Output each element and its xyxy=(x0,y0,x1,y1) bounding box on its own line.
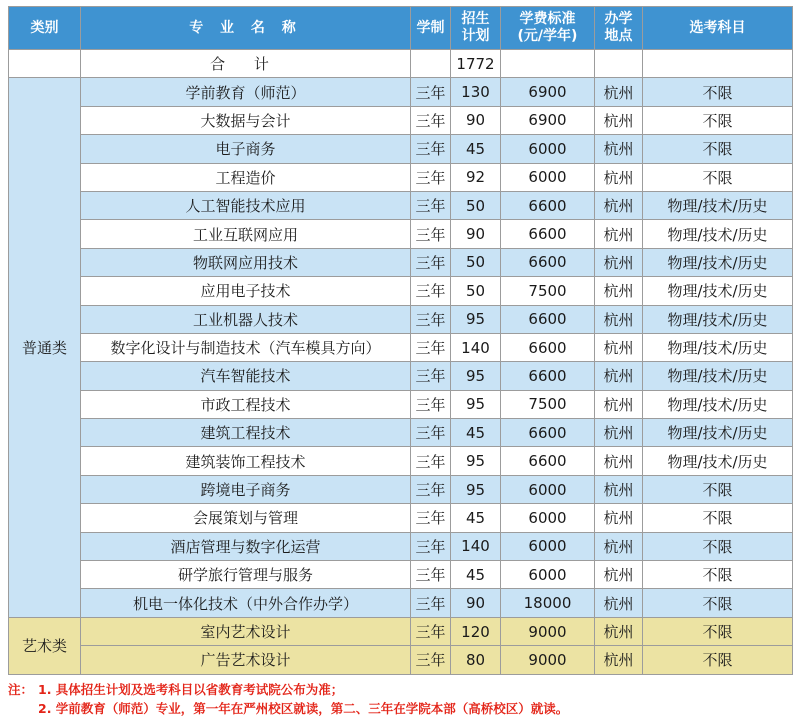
location-cell: 杭州 xyxy=(595,135,643,163)
duration-cell: 三年 xyxy=(411,277,451,305)
fee-cell: 6600 xyxy=(501,191,595,219)
table-row xyxy=(9,78,793,106)
subjects-cell: 不限 xyxy=(643,532,793,560)
header-plan-line2: 计划 xyxy=(461,28,490,44)
footnote-1-text: 1. 具体招生计划及选考科目以省教育考试院公布为准； xyxy=(38,682,344,697)
header-plan xyxy=(451,7,501,50)
category-cell: 艺术类 xyxy=(9,617,81,674)
major-cell: 应用电子技术 xyxy=(81,277,411,305)
duration-cell: 三年 xyxy=(411,333,451,361)
major-cell: 室内艺术设计 xyxy=(81,617,411,645)
header-location xyxy=(595,7,643,50)
table-header-row xyxy=(9,7,793,50)
plan-cell: 95 xyxy=(451,362,501,390)
fee-cell: 6600 xyxy=(501,419,595,447)
fee-cell: 6000 xyxy=(501,504,595,532)
fee-cell: 9000 xyxy=(501,617,595,645)
location-cell: 杭州 xyxy=(595,390,643,418)
fee-cell: 6000 xyxy=(501,532,595,560)
plan-cell: 120 xyxy=(451,617,501,645)
plan-cell: 95 xyxy=(451,447,501,475)
location-cell: 杭州 xyxy=(595,163,643,191)
duration-cell: 三年 xyxy=(411,419,451,447)
location-cell: 杭州 xyxy=(595,447,643,475)
table-row xyxy=(9,447,793,475)
major-cell: 电子商务 xyxy=(81,135,411,163)
duration-cell: 三年 xyxy=(411,475,451,503)
category-cell: 普通类 xyxy=(9,78,81,617)
header-location-line1: 办学 xyxy=(604,11,633,27)
plan-cell: 130 xyxy=(451,78,501,106)
subjects-cell: 不限 xyxy=(643,617,793,645)
table-row xyxy=(9,617,793,645)
table-row xyxy=(9,106,793,134)
duration-cell: 三年 xyxy=(411,135,451,163)
plan-cell: 95 xyxy=(451,305,501,333)
table-row xyxy=(9,390,793,418)
subjects-cell: 物理/技术/历史 xyxy=(643,277,793,305)
plan-cell: 90 xyxy=(451,220,501,248)
table-row xyxy=(9,135,793,163)
location-cell: 杭州 xyxy=(595,646,643,674)
subjects-cell: 不限 xyxy=(643,561,793,589)
header-duration: 学制 xyxy=(411,7,451,50)
subjects-cell: 不限 xyxy=(643,646,793,674)
plan-cell: 50 xyxy=(451,248,501,276)
header-fee xyxy=(501,7,595,50)
duration-cell: 三年 xyxy=(411,447,451,475)
table-row xyxy=(9,333,793,361)
enrollment-plan-table xyxy=(8,6,793,675)
major-cell: 数字化设计与制造技术（汽车模具方向） xyxy=(81,333,411,361)
table-row xyxy=(9,561,793,589)
location-cell: 杭州 xyxy=(595,419,643,447)
location-cell: 杭州 xyxy=(595,561,643,589)
fee-cell: 7500 xyxy=(501,277,595,305)
plan-cell: 140 xyxy=(451,532,501,560)
subjects-cell: 物理/技术/历史 xyxy=(643,362,793,390)
table-body xyxy=(9,50,793,675)
major-cell: 物联网应用技术 xyxy=(81,248,411,276)
duration-cell: 三年 xyxy=(411,163,451,191)
table-row xyxy=(9,532,793,560)
total-blank-cell xyxy=(411,50,451,78)
duration-cell: 三年 xyxy=(411,106,451,134)
subjects-cell: 物理/技术/历史 xyxy=(643,447,793,475)
total-row xyxy=(9,50,793,78)
table-row xyxy=(9,305,793,333)
major-cell: 汽车智能技术 xyxy=(81,362,411,390)
major-cell: 酒店管理与数字化运营 xyxy=(81,532,411,560)
plan-cell: 95 xyxy=(451,390,501,418)
plan-cell: 80 xyxy=(451,646,501,674)
location-cell: 杭州 xyxy=(595,532,643,560)
plan-cell: 50 xyxy=(451,191,501,219)
subjects-cell: 不限 xyxy=(643,106,793,134)
fee-cell: 6600 xyxy=(501,362,595,390)
footnote-1 xyxy=(8,680,792,699)
header-location-line2: 地点 xyxy=(604,28,633,44)
major-cell: 工业机器人技术 xyxy=(81,305,411,333)
major-cell: 学前教育（师范） xyxy=(81,78,411,106)
footnote-2-text: 2. 学前教育（师范）专业，第一年在严州校区就读，第二、三年在学院本部（高桥校区）就读。 xyxy=(38,701,569,716)
subjects-cell: 物理/技术/历史 xyxy=(643,333,793,361)
table-row xyxy=(9,191,793,219)
location-cell: 杭州 xyxy=(595,362,643,390)
total-plan: 1772 xyxy=(451,50,501,78)
major-cell: 市政工程技术 xyxy=(81,390,411,418)
plan-cell: 140 xyxy=(451,333,501,361)
major-cell: 大数据与会计 xyxy=(81,106,411,134)
subjects-cell: 物理/技术/历史 xyxy=(643,220,793,248)
location-cell: 杭州 xyxy=(595,475,643,503)
subjects-cell: 物理/技术/历史 xyxy=(643,390,793,418)
header-major: 专 业 名 称 xyxy=(81,7,411,50)
location-cell: 杭州 xyxy=(595,277,643,305)
duration-cell: 三年 xyxy=(411,220,451,248)
duration-cell: 三年 xyxy=(411,617,451,645)
fee-cell: 6600 xyxy=(501,333,595,361)
total-label: 合 计 xyxy=(81,50,411,78)
duration-cell: 三年 xyxy=(411,248,451,276)
fee-cell: 6600 xyxy=(501,248,595,276)
fee-cell: 6600 xyxy=(501,447,595,475)
subjects-cell: 物理/技术/历史 xyxy=(643,248,793,276)
footnote-prefix: 注： xyxy=(8,682,34,697)
duration-cell: 三年 xyxy=(411,362,451,390)
duration-cell: 三年 xyxy=(411,504,451,532)
plan-cell: 95 xyxy=(451,475,501,503)
major-cell: 机电一体化技术（中外合作办学） xyxy=(81,589,411,617)
header-fee-line2: (元/学年) xyxy=(517,28,578,44)
table-row xyxy=(9,475,793,503)
fee-cell: 6600 xyxy=(501,220,595,248)
fee-cell: 6000 xyxy=(501,163,595,191)
total-blank-cell xyxy=(595,50,643,78)
table-row xyxy=(9,419,793,447)
plan-cell: 45 xyxy=(451,419,501,447)
plan-cell: 90 xyxy=(451,106,501,134)
location-cell: 杭州 xyxy=(595,305,643,333)
location-cell: 杭州 xyxy=(595,248,643,276)
major-cell: 跨境电子商务 xyxy=(81,475,411,503)
location-cell: 杭州 xyxy=(595,106,643,134)
duration-cell: 三年 xyxy=(411,78,451,106)
major-cell: 建筑装饰工程技术 xyxy=(81,447,411,475)
major-cell: 研学旅行管理与服务 xyxy=(81,561,411,589)
location-cell: 杭州 xyxy=(595,333,643,361)
fee-cell: 6000 xyxy=(501,561,595,589)
duration-cell: 三年 xyxy=(411,646,451,674)
fee-cell: 6900 xyxy=(501,78,595,106)
footnote-2 xyxy=(8,699,792,718)
subjects-cell: 物理/技术/历史 xyxy=(643,305,793,333)
fee-cell: 18000 xyxy=(501,589,595,617)
duration-cell: 三年 xyxy=(411,561,451,589)
table-row xyxy=(9,646,793,674)
subjects-cell: 不限 xyxy=(643,135,793,163)
fee-cell: 7500 xyxy=(501,390,595,418)
total-blank-cell xyxy=(643,50,793,78)
plan-cell: 90 xyxy=(451,589,501,617)
duration-cell: 三年 xyxy=(411,305,451,333)
fee-cell: 6900 xyxy=(501,106,595,134)
location-cell: 杭州 xyxy=(595,78,643,106)
subjects-cell: 不限 xyxy=(643,78,793,106)
header-category: 类别 xyxy=(9,7,81,50)
table-row xyxy=(9,362,793,390)
subjects-cell: 物理/技术/历史 xyxy=(643,419,793,447)
location-cell: 杭州 xyxy=(595,589,643,617)
fee-cell: 6000 xyxy=(501,475,595,503)
duration-cell: 三年 xyxy=(411,589,451,617)
subjects-cell: 不限 xyxy=(643,475,793,503)
location-cell: 杭州 xyxy=(595,191,643,219)
subjects-cell: 不限 xyxy=(643,504,793,532)
plan-cell: 50 xyxy=(451,277,501,305)
major-cell: 广告艺术设计 xyxy=(81,646,411,674)
table-row xyxy=(9,589,793,617)
plan-cell: 92 xyxy=(451,163,501,191)
table-row xyxy=(9,163,793,191)
fee-cell: 6600 xyxy=(501,305,595,333)
header-plan-line1: 招生 xyxy=(461,11,490,27)
major-cell: 建筑工程技术 xyxy=(81,419,411,447)
plan-cell: 45 xyxy=(451,561,501,589)
table-row xyxy=(9,277,793,305)
subjects-cell: 不限 xyxy=(643,589,793,617)
fee-cell: 9000 xyxy=(501,646,595,674)
table-row xyxy=(9,220,793,248)
plan-cell: 45 xyxy=(451,135,501,163)
duration-cell: 三年 xyxy=(411,191,451,219)
total-blank-cell xyxy=(9,50,81,78)
plan-cell: 45 xyxy=(451,504,501,532)
major-cell: 工业互联网应用 xyxy=(81,220,411,248)
footnotes xyxy=(8,680,792,718)
duration-cell: 三年 xyxy=(411,532,451,560)
header-fee-line1: 学费标准 xyxy=(519,11,576,27)
table-row xyxy=(9,504,793,532)
subjects-cell: 物理/技术/历史 xyxy=(643,191,793,219)
major-cell: 人工智能技术应用 xyxy=(81,191,411,219)
location-cell: 杭州 xyxy=(595,617,643,645)
table-row xyxy=(9,248,793,276)
subjects-cell: 不限 xyxy=(643,163,793,191)
location-cell: 杭州 xyxy=(595,220,643,248)
header-subjects: 选考科目 xyxy=(643,7,793,50)
total-blank-cell xyxy=(501,50,595,78)
major-cell: 会展策划与管理 xyxy=(81,504,411,532)
major-cell: 工程造价 xyxy=(81,163,411,191)
fee-cell: 6000 xyxy=(501,135,595,163)
location-cell: 杭州 xyxy=(595,504,643,532)
duration-cell: 三年 xyxy=(411,390,451,418)
